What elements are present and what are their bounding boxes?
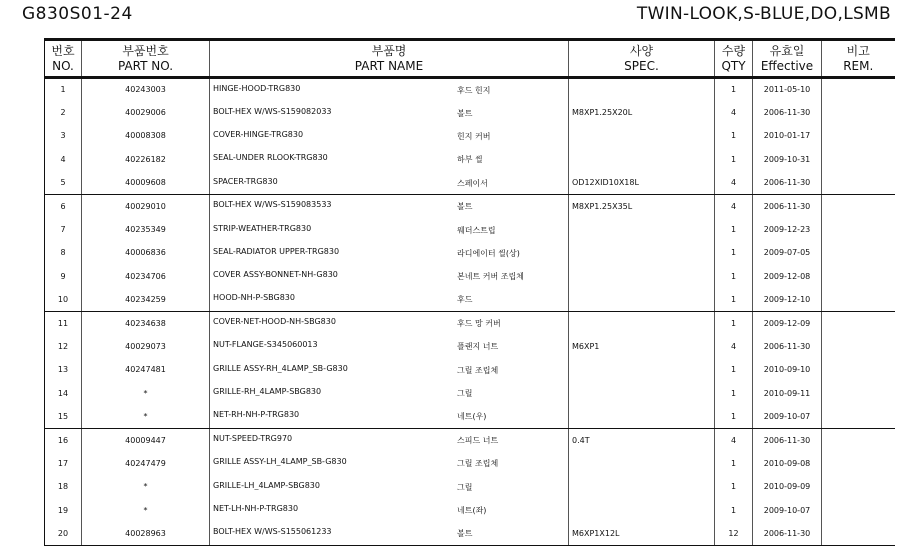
cell-no: 8 — [45, 241, 82, 264]
table-row — [45, 335, 895, 358]
col-header-part-no-ko: 부품번호 — [122, 43, 169, 58]
cell-rem — [822, 382, 895, 405]
table-row — [45, 358, 895, 381]
cell-qty: 4 — [715, 194, 753, 217]
cell-effective: 2006-11-30 — [753, 171, 822, 194]
cell-effective: 2009-07-05 — [753, 241, 822, 264]
cell-effective: 2010-09-09 — [753, 475, 822, 498]
col-header-effective — [753, 40, 822, 78]
table-row — [45, 265, 895, 288]
part-name-ko: 볼트 — [457, 202, 473, 212]
part-name-ko: 스피드 너트 — [457, 436, 499, 446]
part-name-en: HINGE-HOOD-TRG830 — [213, 83, 301, 93]
cell-rem — [822, 78, 895, 101]
model-description: TWIN-LOOK,S-BLUE,DO,LSMB — [636, 4, 891, 24]
part-name-en: GRILLE-RH_4LAMP-SBG830 — [213, 387, 322, 397]
cell-spec — [569, 499, 715, 522]
part-name-ko: 볼트 — [457, 108, 473, 118]
part-name-en: BOLT-HEX W/WS-S155061233 — [213, 527, 332, 537]
cell-no: 14 — [45, 382, 82, 405]
table-row — [45, 218, 895, 241]
cell-part-no: 40006836 — [82, 241, 210, 264]
col-header-no — [45, 40, 82, 78]
part-name-ko: 후드 힌지 — [457, 85, 491, 95]
drawing-code: G830S01-24 — [22, 4, 133, 24]
cell-part-no: 40029006 — [82, 101, 210, 124]
part-name-ko: 그릴 — [457, 482, 473, 492]
cell-part-name — [210, 475, 569, 498]
col-header-part-no-en: PART NO. — [117, 58, 174, 73]
table-row — [45, 382, 895, 405]
cell-no: 17 — [45, 452, 82, 475]
table-row — [45, 241, 895, 264]
cell-part-no: 40234706 — [82, 265, 210, 288]
cell-effective: 2011-05-10 — [753, 78, 822, 101]
part-name-en: COVER-HINGE-TRG830 — [213, 129, 304, 139]
cell-effective: 2009-12-23 — [753, 218, 822, 241]
table-row — [45, 522, 895, 545]
cell-part-name — [210, 171, 569, 194]
cell-effective: 2006-11-30 — [753, 335, 822, 358]
cell-spec — [569, 124, 715, 147]
cell-spec — [569, 405, 715, 428]
part-name-en: GRILLE-LH_4LAMP-SBG830 — [213, 480, 320, 490]
col-header-no-en: NO. — [52, 58, 74, 73]
col-header-part-name-en: PART NAME — [354, 58, 424, 73]
part-name-en: NUT-SPEED-TRG970 — [213, 434, 293, 444]
part-name-en: GRILLE ASSY-LH_4LAMP_SB-G830 — [213, 457, 347, 467]
col-header-effective-en: Effective — [760, 58, 814, 73]
col-header-qty — [715, 40, 753, 78]
cell-rem — [822, 335, 895, 358]
table-row — [45, 171, 895, 194]
cell-rem — [822, 358, 895, 381]
part-name-ko: 하부 씰 — [457, 155, 483, 165]
table-row — [45, 499, 895, 522]
cell-part-no: 40235349 — [82, 218, 210, 241]
cell-spec — [569, 311, 715, 334]
col-header-spec — [569, 40, 715, 78]
cell-part-no: 40234259 — [82, 288, 210, 311]
cell-effective: 2006-11-30 — [753, 428, 822, 451]
cell-rem — [822, 405, 895, 428]
cell-part-no: 40009447 — [82, 428, 210, 451]
cell-rem — [822, 171, 895, 194]
col-header-no-ko: 번호 — [51, 43, 75, 58]
part-name-ko: 후드 망 커버 — [457, 319, 501, 329]
cell-qty: 1 — [715, 382, 753, 405]
cell-part-name — [210, 124, 569, 147]
cell-no: 12 — [45, 335, 82, 358]
cell-spec — [569, 358, 715, 381]
cell-qty: 4 — [715, 101, 753, 124]
part-name-en: GRILLE ASSY-RH_4LAMP_SB-G830 — [213, 363, 348, 373]
col-header-part-name-ko: 부품명 — [371, 43, 407, 58]
cell-qty: 1 — [715, 265, 753, 288]
cell-part-name — [210, 428, 569, 451]
cell-part-name — [210, 405, 569, 428]
part-name-ko: 힌지 커버 — [457, 131, 491, 141]
part-name-en: NET-LH-NH-P-TRG830 — [213, 504, 299, 514]
table-row — [45, 405, 895, 428]
part-name-ko: 네트(좌) — [457, 506, 487, 516]
cell-no: 5 — [45, 171, 82, 194]
cell-part-no: 40029010 — [82, 194, 210, 217]
part-name-en: SPACER-TRG830 — [213, 176, 278, 186]
cell-effective: 2010-09-08 — [753, 452, 822, 475]
cell-no: 11 — [45, 311, 82, 334]
cell-rem — [822, 475, 895, 498]
cell-part-name — [210, 101, 569, 124]
cell-spec — [569, 475, 715, 498]
cell-effective: 2009-12-09 — [753, 311, 822, 334]
cell-effective: 2009-10-07 — [753, 499, 822, 522]
cell-part-no: * — [82, 382, 210, 405]
cell-effective: 2010-01-17 — [753, 124, 822, 147]
part-name-ko: 웨더스트립 — [457, 225, 496, 235]
cell-no: 18 — [45, 475, 82, 498]
cell-qty: 4 — [715, 171, 753, 194]
cell-no: 7 — [45, 218, 82, 241]
col-header-rem — [822, 40, 895, 78]
table-row — [45, 475, 895, 498]
cell-qty: 1 — [715, 405, 753, 428]
cell-rem — [822, 452, 895, 475]
cell-qty: 1 — [715, 452, 753, 475]
cell-spec: 0.4T — [569, 428, 715, 451]
cell-part-no: 40028963 — [82, 522, 210, 545]
col-header-rem-ko: 비고 — [846, 43, 870, 58]
part-name-ko: 후드 — [457, 295, 473, 305]
table-row — [45, 78, 895, 101]
part-name-en: SEAL-UNDER RLOOK-TRG830 — [213, 153, 328, 163]
cell-no: 10 — [45, 288, 82, 311]
cell-spec — [569, 78, 715, 101]
cell-rem — [822, 499, 895, 522]
cell-rem — [822, 194, 895, 217]
cell-no: 16 — [45, 428, 82, 451]
part-name-en: SEAL-RADIATOR UPPER-TRG830 — [213, 246, 340, 256]
table-row — [45, 194, 895, 217]
cell-part-name — [210, 311, 569, 334]
cell-effective: 2006-11-30 — [753, 101, 822, 124]
part-name-ko: 그릴 조립체 — [457, 365, 499, 375]
cell-effective: 2010-09-11 — [753, 382, 822, 405]
table-row — [45, 288, 895, 311]
cell-part-name — [210, 358, 569, 381]
part-name-en: NUT-FLANGE-S345060013 — [213, 340, 318, 350]
cell-rem — [822, 241, 895, 264]
cell-part-name — [210, 241, 569, 264]
cell-spec: M6XP1X12L — [569, 522, 715, 545]
cell-part-name — [210, 382, 569, 405]
table-row — [45, 311, 895, 334]
cell-part-name — [210, 452, 569, 475]
cell-qty: 1 — [715, 241, 753, 264]
cell-qty: 4 — [715, 335, 753, 358]
cell-part-name — [210, 194, 569, 217]
cell-qty: 12 — [715, 522, 753, 545]
cell-qty: 1 — [715, 78, 753, 101]
part-name-en: NET-RH-NH-P-TRG830 — [213, 410, 300, 420]
cell-spec: M8XP1.25X35L — [569, 194, 715, 217]
part-name-ko: 플랜지 너트 — [457, 342, 499, 352]
cell-effective: 2009-10-31 — [753, 148, 822, 171]
cell-effective: 2006-11-30 — [753, 522, 822, 545]
cell-no: 2 — [45, 101, 82, 124]
part-name-en: STRIP-WEATHER-TRG830 — [213, 223, 312, 233]
cell-spec: OD12XID10X18L — [569, 171, 715, 194]
part-name-ko: 볼트 — [457, 529, 473, 539]
part-name-ko: 그릴 조립체 — [457, 459, 499, 469]
cell-qty: 1 — [715, 358, 753, 381]
cell-rem — [822, 124, 895, 147]
cell-effective: 2009-12-08 — [753, 265, 822, 288]
col-header-spec-en: SPEC. — [624, 58, 659, 73]
table-row — [45, 101, 895, 124]
table-row — [45, 148, 895, 171]
col-header-part-name — [210, 40, 569, 78]
cell-part-no: 40247479 — [82, 452, 210, 475]
parts-table — [44, 38, 895, 546]
cell-part-name — [210, 218, 569, 241]
cell-no: 1 — [45, 78, 82, 101]
cell-no: 20 — [45, 522, 82, 545]
cell-part-name — [210, 499, 569, 522]
col-header-effective-ko: 유효일 — [769, 43, 805, 58]
cell-effective: 2009-10-07 — [753, 405, 822, 428]
part-name-ko: 네트(우) — [457, 412, 487, 422]
cell-effective: 2010-09-10 — [753, 358, 822, 381]
cell-part-no: 40029073 — [82, 335, 210, 358]
cell-part-no: 40226182 — [82, 148, 210, 171]
part-name-en: COVER ASSY-BONNET-NH-G830 — [213, 270, 338, 280]
cell-no: 15 — [45, 405, 82, 428]
cell-spec — [569, 452, 715, 475]
cell-part-no: 40008308 — [82, 124, 210, 147]
part-name-en: HOOD-NH-P-SBG830 — [213, 293, 295, 303]
cell-part-name — [210, 522, 569, 545]
cell-qty: 1 — [715, 475, 753, 498]
cell-spec: M6XP1 — [569, 335, 715, 358]
cell-qty: 1 — [715, 148, 753, 171]
cell-qty: 1 — [715, 124, 753, 147]
cell-spec — [569, 218, 715, 241]
table-header-row — [45, 40, 895, 78]
part-name-ko: 라디에이터 씰(상) — [457, 248, 520, 258]
cell-effective: 2009-12-10 — [753, 288, 822, 311]
cell-qty: 1 — [715, 311, 753, 334]
cell-part-no: 40009608 — [82, 171, 210, 194]
cell-spec — [569, 241, 715, 264]
table-row — [45, 124, 895, 147]
cell-part-name — [210, 148, 569, 171]
cell-part-name — [210, 265, 569, 288]
cell-rem — [822, 428, 895, 451]
cell-no: 6 — [45, 194, 82, 217]
part-name-en: BOLT-HEX W/WS-S159083533 — [213, 200, 332, 210]
part-name-ko: 본네트 커버 조립체 — [457, 272, 524, 282]
cell-part-name — [210, 335, 569, 358]
part-name-en: BOLT-HEX W/WS-S159082033 — [213, 106, 332, 116]
cell-no: 13 — [45, 358, 82, 381]
table-row — [45, 428, 895, 451]
cell-qty: 1 — [715, 218, 753, 241]
cell-part-name — [210, 78, 569, 101]
cell-qty: 4 — [715, 428, 753, 451]
cell-no: 19 — [45, 499, 82, 522]
cell-part-no: 40234638 — [82, 311, 210, 334]
cell-part-no: * — [82, 499, 210, 522]
cell-part-no: * — [82, 475, 210, 498]
cell-rem — [822, 311, 895, 334]
cell-part-name — [210, 288, 569, 311]
cell-rem — [822, 148, 895, 171]
cell-qty: 1 — [715, 288, 753, 311]
cell-no: 3 — [45, 124, 82, 147]
cell-spec — [569, 265, 715, 288]
part-name-en: COVER-NET-HOOD-NH-SBG830 — [213, 317, 336, 327]
cell-rem — [822, 218, 895, 241]
cell-spec — [569, 382, 715, 405]
cell-no: 9 — [45, 265, 82, 288]
col-header-part-no — [82, 40, 210, 78]
cell-qty: 1 — [715, 499, 753, 522]
col-header-qty-ko: 수량 — [721, 43, 746, 58]
col-header-qty-en: QTY — [721, 58, 746, 73]
cell-spec — [569, 148, 715, 171]
col-header-spec-ko: 사양 — [629, 43, 654, 58]
cell-spec: M8XP1.25X20L — [569, 101, 715, 124]
cell-effective: 2006-11-30 — [753, 194, 822, 217]
part-name-ko: 그릴 — [457, 389, 473, 399]
part-name-ko: 스페이서 — [457, 178, 488, 188]
table-row — [45, 452, 895, 475]
cell-part-no: * — [82, 405, 210, 428]
cell-rem — [822, 101, 895, 124]
parts-table-body — [45, 78, 895, 546]
col-header-rem-en: REM. — [843, 58, 874, 73]
cell-no: 4 — [45, 148, 82, 171]
cell-part-no: 40247481 — [82, 358, 210, 381]
cell-rem — [822, 288, 895, 311]
cell-rem — [822, 522, 895, 545]
cell-rem — [822, 265, 895, 288]
cell-spec — [569, 288, 715, 311]
cell-part-no: 40243003 — [82, 78, 210, 101]
